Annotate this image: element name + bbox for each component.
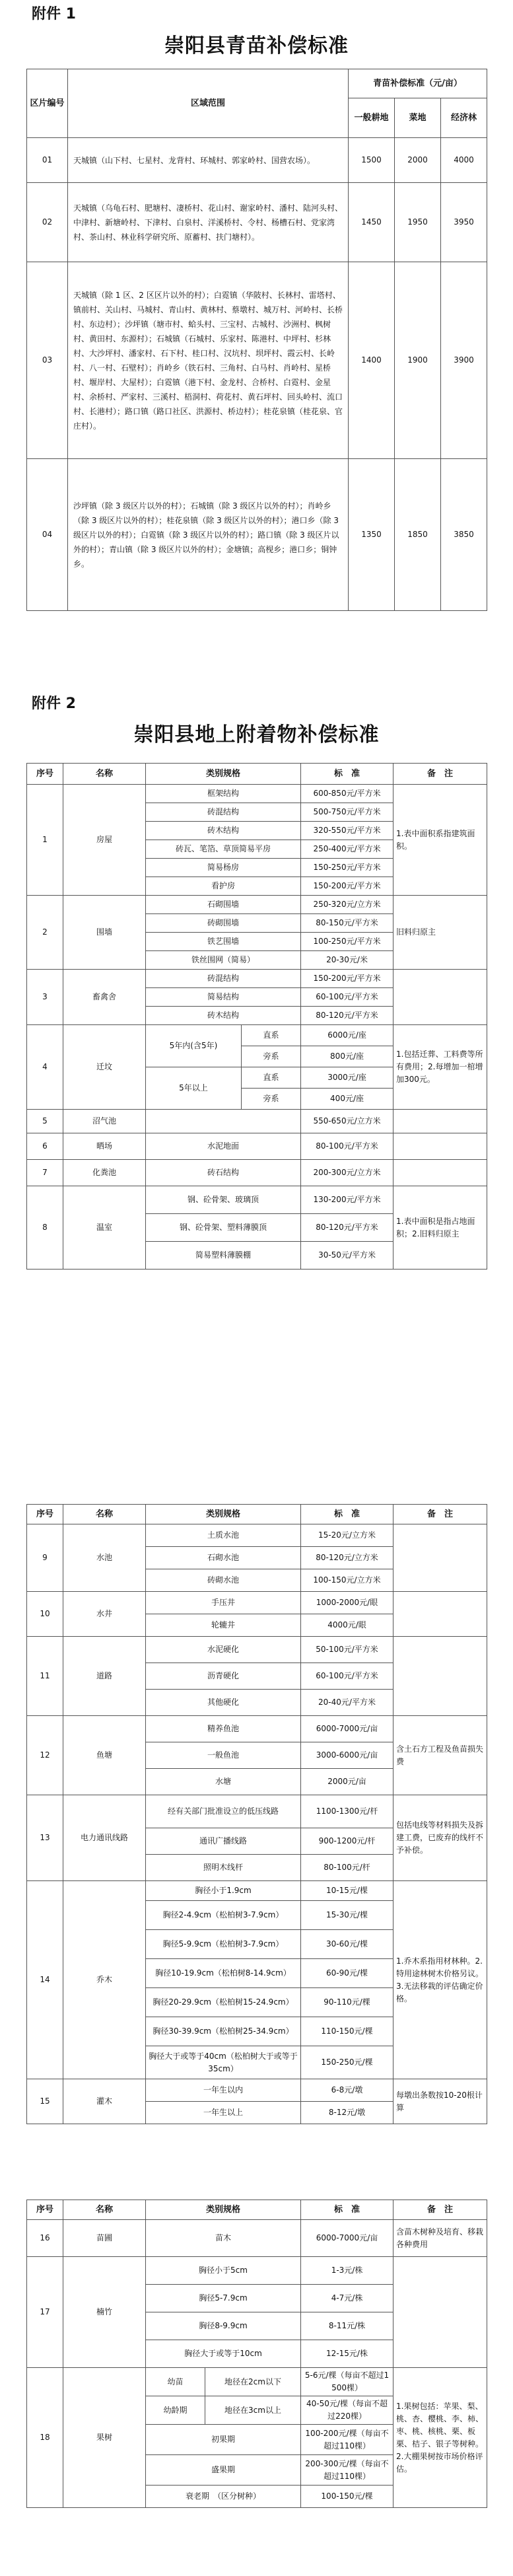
spec-cell: 砖砌水池 [146,1569,301,1592]
district-area: 沙坪镇（除 3 级区片以外的村）；石城镇（除 3 级区片以外的村）；肖岭乡（除 3 级区片以外的村）；桂花泉镇（除 3 级区片以外的村）；港口乡（除 3 级区片以外的村）；白霓镇（除 3 级区片以外的村）；路口镇（除 3 级区片以外的村）；青山镇（除 3 级区片以外的村）；金塘镇；高枧乡；港口乡；铜钟乡。 [68,459,349,611]
spec-cell: 通讯广播线路 [146,1828,301,1855]
district-id: 01 [27,138,68,183]
row-name: 乔木 [63,1881,146,2079]
spec-cell: 砖木结构 [146,822,301,840]
note-cell: 含苗木树种及培育、移栽各种费用 [393,2220,487,2257]
standard-cell: 500-750元/平方米 [301,803,393,822]
row-number: 4 [27,1025,63,1110]
table-row [27,2257,487,2285]
attachment-compensation-table-part1 [26,763,487,1270]
standard-cell: 250-320元/立方米 [301,896,393,914]
table-row [27,2220,487,2257]
note-cell: 1.表中面积系指建筑面积。 [393,785,487,896]
table-row [27,1160,487,1186]
spec-cell: 直系 [242,1067,301,1089]
header-general-land: 一般耕地 [349,98,395,138]
standard-cell: 60-90元/棵 [301,1959,393,1988]
standard-cell: 100-200元/棵（每亩不超过110棵） [301,2425,393,2455]
row-number: 5 [27,1110,63,1133]
note-cell [393,1524,487,1592]
row-number: 12 [27,1716,63,1795]
header-standard: 标 准 [301,764,393,785]
spec-cell: 幼龄期 [146,2396,205,2425]
value-cell: 3950 [441,183,487,262]
row-name: 畜禽舍 [63,970,146,1025]
standard-cell: 1000-2000元/眼 [301,1592,393,1614]
header-spec: 类别规格 [146,764,301,785]
spec-cell: 手压井 [146,1592,301,1614]
header-vegetable-land: 菜地 [395,98,441,138]
value-cell: 1400 [349,262,395,459]
standard-cell: 1-3元/株 [301,2257,393,2285]
standard-cell: 12-15元/株 [301,2340,393,2368]
spec-cell: 衰老期 （区分树种） [146,2486,301,2508]
spec-cell: 铁艺围墙 [146,933,301,951]
spec-cell: 水泥硬化 [146,1637,301,1663]
spec-cell: 胸径小于5cm [146,2257,301,2285]
spec-cell: 胸径小于1.9cm [146,1881,301,1901]
row-name: 迁坟 [63,1025,146,1110]
spec-cell: 一般鱼池 [146,1742,301,1769]
header-no: 序号 [27,1505,63,1524]
standard-cell: 90-110元/棵 [301,1988,393,2017]
row-number: 2 [27,896,63,970]
note-cell: 每墩出条数按10-20根计算 [393,2079,487,2124]
row-number: 17 [27,2257,63,2368]
header-district: 区片编号 [27,69,68,138]
value-cell: 1500 [349,138,395,183]
standard-cell: 150-250元/平方米 [301,859,393,877]
standard-cell: 10-15元/棵 [301,1881,393,1901]
row-name: 晒场 [63,1133,146,1160]
value-cell: 2000 [395,138,441,183]
row-number: 8 [27,1186,63,1270]
table-row [27,183,487,262]
standard-cell: 20-30元/米 [301,951,393,970]
standard-cell: 80-100元/杆 [301,1855,393,1881]
table-row [27,2079,487,2102]
row-number: 16 [27,2220,63,2257]
standard-cell: 15-20元/立方米 [301,1524,393,1547]
note-cell: 1.包括迁葬、工料费等所有费用；2.每增加一棺增加300元。 [393,1025,487,1110]
spec-cell: 苗木 [146,2220,301,2257]
standard-cell: 150-250元/棵 [301,2046,393,2079]
spec-cell: 铁丝围网（简易） [146,951,301,970]
row-number: 1 [27,785,63,896]
standard-cell: 3000-6000元/亩 [301,1742,393,1769]
standard-cell: 30-50元/平方米 [301,1242,393,1270]
spec-cell: 胸径10-19.9cm（松柏树8-14.9cm） [146,1959,301,1988]
note-cell [393,1133,487,1160]
spec-cell: 砖混结构 [146,803,301,822]
standard-cell: 150-200元/平方米 [301,970,393,988]
table-row [27,1637,487,1663]
header-name: 名称 [63,1505,146,1524]
spec-cell: 胸径5-9.9cm（松柏树3-7.9cm） [146,1930,301,1959]
spec-cell: 框架结构 [146,785,301,803]
standard-cell: 80-120元/平方米 [301,1007,393,1025]
standard-cell: 200-300元/立方米 [301,1160,393,1186]
spec-cell: 钢、砼骨架、塑料薄膜顶 [146,1214,301,1242]
spec-cell: 5年内(含5年) [146,1025,242,1067]
header-note: 备 注 [393,1505,487,1524]
row-name: 水井 [63,1592,146,1637]
spec-cell: 砖砌围墙 [146,914,301,933]
header-name: 名称 [63,764,146,785]
spec-cell: 幼苗 [146,2368,205,2396]
header-standard: 青苗补偿标准（元/亩） [349,69,487,98]
standard-cell: 60-100元/平方米 [301,988,393,1007]
spec-cell: 其他硬化 [146,1690,301,1716]
standard-cell: 8-12元/墩 [301,2102,393,2124]
spec-cell: 简易结构 [146,988,301,1007]
table-row [27,459,487,611]
spec-cell: 地径在2cm以下 [205,2368,301,2396]
header-area: 区域范围 [68,69,349,138]
spec-cell: 精养鱼池 [146,1716,301,1742]
table-row [27,1025,487,1046]
spec-cell: 石砌围墙 [146,896,301,914]
district-area: 天城镇（乌龟石村、肥塘村、凄桥村、花山村、谢家岭村、潘村、陆河头村、中津村、新塘岭村、下津村、白泉村、洋溪桥村、令村、杨槽石村、党家湾村、茶山村、林业科学研究所、原蓄村、扶门塘村）。 [68,183,349,262]
spec-cell: 简易塑料薄膜棚 [146,1242,301,1270]
spec-cell: 5年以上 [146,1067,242,1110]
row-number: 3 [27,970,63,1025]
standard-cell: 6000元/座 [301,1025,393,1046]
header-name: 名称 [63,2200,146,2220]
table-row [27,2368,487,2396]
header-no: 序号 [27,2200,63,2220]
spec-cell: 经有关部门批准设立的低压线路 [146,1795,301,1828]
attachment-2-label: 附件 2 [32,696,76,712]
spec-cell: 胸径20-29.9cm（松柏树15-24.9cm） [146,1988,301,2017]
standard-cell: 30-60元/棵 [301,1930,393,1959]
row-name: 电力通讯线路 [63,1795,146,1881]
spec-cell: 水塘 [146,1769,301,1795]
spec-cell: 一年生以上 [146,2102,301,2124]
row-number: 11 [27,1637,63,1716]
table-row [27,1881,487,1901]
row-number: 7 [27,1160,63,1186]
district-id: 04 [27,459,68,611]
standard-cell: 150-200元/平方米 [301,877,393,896]
table-row [27,896,487,914]
spec-cell: 简易杨房 [146,859,301,877]
spec-cell: 照明木线杆 [146,1855,301,1881]
standard-cell: 40-50元/棵（每亩不超过220棵） [301,2396,393,2425]
standard-cell: 4-7元/株 [301,2285,393,2312]
table-row [27,1110,487,1133]
spec-cell: 沥青硬化 [146,1663,301,1690]
spec-cell: 旁系 [242,1089,301,1110]
spec-cell: 砖瓦、笔箔、草顶简易平房 [146,840,301,859]
district-area: 天城镇（除 1 区、2 区区片以外的村）；白霓镇（华陂村、长林村、雷塔村、镇前村、关山村、马城村、青山村、黄林村、蔡墩村、城万村、河岭村、长桥村、东边村）；沙坪镇（塘市村、蛤头村、三宝村、古城村、沙洲村、枫树村、黄田村、东源村）；石城镇（石城村、乐家村、陈港村、中坪村、杉林村、大沙坪村、潘家村、石下村、桂口村、汉坑村、坝坪村、霞云村、长岭村、八一村、石壁村）；肖岭乡（铁石村、三角村、白马村、肖岭村、星桥村、堰岸村、大屋村）；白霓镇（港下村、金龙村、合桥村、白霓村、金星村、余桥村、严家村、三溪村、梧洞村、荷花村、黄石坪村、回头岭村、流口村、长港村）；路口镇（路口社区、洪源村、桥边村）；桂花泉镇（桂花泉、官庄村）。 [68,262,349,459]
spec-cell: 水泥地面 [146,1133,301,1160]
note-cell [393,1637,487,1716]
value-cell: 1900 [395,262,441,459]
row-name: 灌木 [63,2079,146,2124]
standard-cell: 320-550元/平方米 [301,822,393,840]
spec-cell: 胸径2-4.9cm（松柏树3-7.9cm） [146,1901,301,1930]
standard-cell: 4000元/眼 [301,1614,393,1637]
standard-cell: 5-6元/棵（每亩不超过1500棵） [301,2368,393,2396]
standard-cell: 15-30元/棵 [301,1901,393,1930]
row-name: 道路 [63,1637,146,1716]
standard-cell: 8-11元/株 [301,2312,393,2340]
table-row [27,1592,487,1614]
spec-cell: 胸径30-39.9cm（松柏树25-34.9cm） [146,2017,301,2046]
row-number: 6 [27,1133,63,1160]
table-row [27,262,487,459]
header-economic-forest: 经济林 [441,98,487,138]
standard-cell: 80-150元/平方米 [301,914,393,933]
standard-cell: 2000元/亩 [301,1769,393,1795]
spec-cell: 石砌水池 [146,1547,301,1569]
standard-cell: 6-8元/墩 [301,2079,393,2102]
spec-cell: 地径在3cm以上 [205,2396,301,2425]
header-no: 序号 [27,764,63,785]
spec-cell: 轮辘井 [146,1614,301,1637]
standard-cell: 80-100元/平方米 [301,1133,393,1160]
note-cell [393,2257,487,2368]
standard-cell: 6000-7000元/亩 [301,2220,393,2257]
standard-cell: 6000-7000元/亩 [301,1716,393,1742]
value-cell: 1950 [395,183,441,262]
note-cell [393,1110,487,1133]
row-number: 10 [27,1592,63,1637]
spec-cell: 盛果期 [146,2455,301,2486]
row-number: 18 [27,2368,63,2508]
standard-cell: 110-150元/棵 [301,2017,393,2046]
standard-cell: 130-200元/平方米 [301,1186,393,1214]
spec-cell: 看护房 [146,877,301,896]
attachment-compensation-table-part3 [26,2200,487,2508]
spec-cell: 胸径5-7.9cm [146,2285,301,2312]
standard-cell: 80-120元/平方米 [301,1214,393,1242]
note-cell [393,970,487,1025]
table-row [27,1716,487,1742]
note-cell: 1.表中面积是指占地面积；2.旧料归原主 [393,1186,487,1270]
row-name: 楠竹 [63,2257,146,2368]
row-number: 14 [27,1881,63,2079]
header-spec: 类别规格 [146,2200,301,2220]
note-cell [393,1160,487,1186]
standard-cell: 900-1200元/杆 [301,1828,393,1855]
standard-cell: 80-120元/立方米 [301,1547,393,1569]
spec-cell: 砖木结构 [146,1007,301,1025]
standard-cell: 250-400元/平方米 [301,840,393,859]
standard-cell: 400元/座 [301,1089,393,1110]
spec-cell: 土质水池 [146,1524,301,1547]
standard-cell: 60-100元/平方米 [301,1663,393,1690]
row-number: 9 [27,1524,63,1592]
standard-cell: 100-250元/平方米 [301,933,393,951]
note-cell: 包括电线等材料损失及拆建工费，已废弃的线杆不予补偿。 [393,1795,487,1881]
header-note: 备 注 [393,764,487,785]
standard-cell: 100-150元/棵 [301,2486,393,2508]
note-cell: 旧料归原主 [393,896,487,970]
spec-cell: 初果期 [146,2425,301,2455]
header-standard: 标 准 [301,1505,393,1524]
header-spec: 类别规格 [146,1505,301,1524]
district-id: 03 [27,262,68,459]
spec-cell: 旁系 [242,1046,301,1067]
table-row [27,1795,487,1828]
standard-cell: 200-300元/棵（每亩不超过110棵） [301,2455,393,2486]
spec-cell: 一年生以内 [146,2079,301,2102]
attachment-compensation-table-part2 [26,1504,487,2124]
spec-cell: 钢、砼骨架、玻璃顶 [146,1186,301,1214]
value-cell: 4000 [441,138,487,183]
row-name: 苗圃 [63,2220,146,2257]
row-number: 15 [27,2079,63,2124]
attachment-2-title: 崇阳县地上附着物补偿标准 [133,723,380,746]
spec-cell: 胸径8-9.9cm [146,2312,301,2340]
note-cell: 含土石方工程及鱼苗损失费 [393,1716,487,1795]
district-area: 天城镇（山下村、七星村、龙背村、环城村、郭家岭村、国营农场）。 [68,138,349,183]
note-cell [393,1592,487,1637]
standard-cell: 100-150元/立方米 [301,1569,393,1592]
green-crop-compensation-table [26,69,487,611]
table-row [27,785,487,803]
standard-cell: 550-650元/立方米 [301,1110,393,1133]
table-row [27,1524,487,1547]
standard-cell: 3000元/座 [301,1067,393,1089]
row-number: 13 [27,1795,63,1881]
value-cell: 1450 [349,183,395,262]
spec-cell: 砖混结构 [146,970,301,988]
note-cell: 1.乔木系指用材林种。2.特用途林树木价格另议。3.无法移栽的评估确定价格。 [393,1881,487,2079]
spec-cell: 直系 [242,1025,301,1046]
value-cell: 1850 [395,459,441,611]
header-standard: 标 准 [301,2200,393,2220]
table-row [27,970,487,988]
row-name: 鱼塘 [63,1716,146,1795]
table-row [27,1133,487,1160]
standard-cell: 1100-1300元/杆 [301,1795,393,1828]
spec-cell [146,1110,301,1133]
row-name: 沼气池 [63,1110,146,1133]
standard-cell: 800元/座 [301,1046,393,1067]
note-cell: 1.果树包括：苹果、梨、桃、杏、樱桃、李、柿、枣、桃、核桃、栗、板栗、桔子、银子等树种。2.大棚果树按市场价格评估。 [393,2368,487,2508]
row-name: 房屋 [63,785,146,896]
spec-cell: 胸径大于或等于10cm [146,2340,301,2368]
attachment-1-title: 崇阳县青苗补偿标准 [164,34,349,57]
standard-cell: 20-40元/平方米 [301,1690,393,1716]
spec-cell: 砖石结构 [146,1160,301,1186]
attachment-1-label: 附件 1 [32,6,76,22]
row-name: 化粪池 [63,1160,146,1186]
standard-cell: 600-850元/平方米 [301,785,393,803]
spec-cell: 胸径大于或等于40cm（松柏树大于或等于35cm） [146,2046,301,2079]
standard-cell: 50-100元/平方米 [301,1637,393,1663]
header-note: 备 注 [393,2200,487,2220]
district-id: 02 [27,183,68,262]
table-row [27,138,487,183]
row-name: 围墙 [63,896,146,970]
row-name: 果树 [63,2368,146,2508]
row-name: 温室 [63,1186,146,1270]
value-cell: 3900 [441,262,487,459]
row-name: 水池 [63,1524,146,1592]
table-row [27,1186,487,1214]
value-cell: 1350 [349,459,395,611]
value-cell: 3850 [441,459,487,611]
